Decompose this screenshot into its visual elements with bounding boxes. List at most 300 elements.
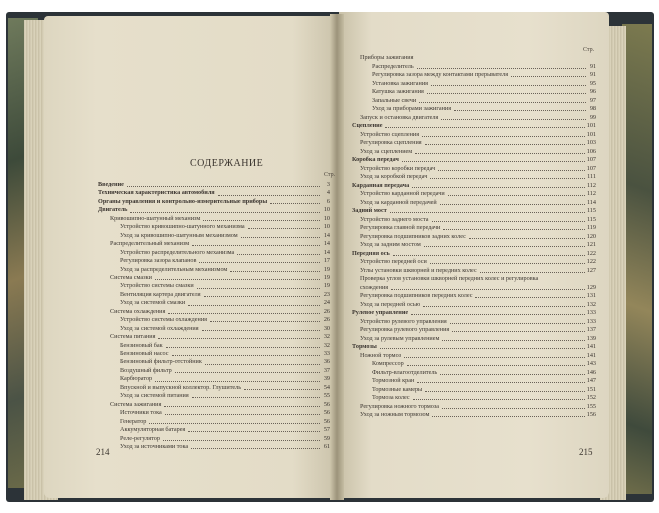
leader-dots bbox=[166, 347, 320, 348]
toc-entry-title: Устройство карданной передачи bbox=[360, 190, 445, 197]
toc-entry bbox=[120, 300, 330, 306]
toc-entry bbox=[110, 309, 330, 315]
toc-entry-title: Компрессор bbox=[372, 360, 404, 367]
toc-entry-page: 14 bbox=[323, 248, 330, 256]
toc-entry-title: схождения bbox=[360, 283, 389, 291]
toc-entry bbox=[352, 251, 596, 257]
toc-entry-page: 106 bbox=[586, 147, 596, 155]
leader-dots bbox=[454, 110, 586, 111]
toc-entry-title: Аккумуляторная батарея bbox=[120, 426, 186, 434]
leader-dots bbox=[390, 212, 585, 213]
leader-dots bbox=[165, 414, 320, 415]
toc-entry bbox=[352, 310, 596, 316]
toc-entry bbox=[360, 268, 596, 274]
toc-entry bbox=[120, 351, 330, 357]
toc-entry bbox=[360, 336, 596, 342]
leader-dots bbox=[203, 220, 320, 221]
toc-entry-title: Ножной тормоз bbox=[360, 351, 402, 359]
toc-entry-title: Уход за системой питания bbox=[120, 392, 189, 400]
toc-entry-title: Приборы зажигания bbox=[360, 54, 414, 61]
toc-entry-title: Регулировка подшипников задних колес bbox=[360, 232, 466, 240]
leader-dots bbox=[425, 144, 585, 145]
toc-entry-page: 56 bbox=[323, 417, 330, 425]
toc-entry bbox=[372, 361, 596, 367]
toc-entry-page: 133 bbox=[586, 309, 596, 316]
toc-entry-page: 131 bbox=[586, 292, 596, 299]
toc-entry bbox=[360, 200, 596, 206]
leader-dots bbox=[204, 296, 320, 297]
toc-entry-title: Катушка зажигания bbox=[372, 88, 424, 95]
toc-entry-title: Устройство рулевого управления bbox=[360, 317, 447, 325]
toc-entry-page: 39 bbox=[323, 375, 330, 383]
leader-dots bbox=[241, 237, 320, 238]
toc-entry-page: 156 bbox=[586, 411, 596, 418]
toc-entry bbox=[120, 224, 330, 230]
toc-entry bbox=[372, 72, 596, 78]
toc-entry-page: 10 bbox=[323, 223, 330, 231]
toc-entry bbox=[360, 132, 596, 138]
leader-dots bbox=[391, 289, 585, 290]
toc-entry bbox=[372, 81, 596, 87]
leader-dots bbox=[380, 348, 585, 349]
leader-dots bbox=[450, 323, 585, 324]
leader-dots bbox=[155, 279, 320, 280]
leader-dots bbox=[413, 399, 585, 400]
leader-dots bbox=[442, 408, 585, 409]
toc-entry bbox=[120, 317, 330, 323]
leader-dots bbox=[191, 448, 320, 449]
toc-entry bbox=[360, 293, 596, 299]
leader-dots bbox=[424, 246, 585, 247]
leader-dots bbox=[425, 391, 585, 392]
toc-entry-title: Регулировка подшипников передних колес bbox=[360, 292, 473, 299]
leader-dots bbox=[442, 340, 584, 341]
toc-entry-page: 4 bbox=[326, 189, 330, 197]
toc-entry-page: 107 bbox=[586, 156, 596, 163]
toc-entry bbox=[360, 140, 596, 146]
leader-dots bbox=[440, 374, 584, 375]
toc-entry bbox=[120, 385, 330, 391]
toc-entry bbox=[360, 55, 596, 61]
left-page-column-header: Стр. bbox=[324, 172, 336, 178]
toc-entry-title: Карбюратор bbox=[120, 375, 153, 383]
leader-dots bbox=[423, 306, 584, 307]
toc-entry-title: Тормоза колес bbox=[372, 394, 410, 401]
toc-entry-page: 36 bbox=[323, 358, 330, 366]
toc-entry bbox=[360, 327, 596, 333]
toc-entry-page: 26 bbox=[323, 316, 330, 324]
toc-entry bbox=[360, 353, 596, 359]
leader-dots bbox=[430, 178, 585, 179]
toc-entry bbox=[360, 191, 596, 197]
leader-dots bbox=[172, 355, 320, 356]
toc-entry bbox=[120, 233, 330, 239]
toc-entry-title: Распределительный механизм bbox=[110, 240, 190, 248]
leader-dots bbox=[404, 357, 585, 358]
toc-entry-page: 55 bbox=[323, 392, 330, 400]
toc-entry-title: Распределитель bbox=[372, 62, 414, 70]
toc-entry-page: 37 bbox=[323, 366, 330, 374]
toc-entry-page: 143 bbox=[586, 360, 596, 367]
leader-dots bbox=[417, 68, 586, 69]
leader-dots bbox=[149, 423, 320, 424]
leader-dots bbox=[205, 364, 320, 365]
leader-dots bbox=[402, 161, 585, 162]
toc-entry bbox=[360, 166, 596, 172]
contents-title: СОДЕРЖАНИЕ bbox=[190, 158, 264, 169]
toc-entry-page: 32 bbox=[323, 333, 330, 341]
toc-entry-page: 96 bbox=[589, 88, 596, 95]
toc-entry-title: Уход за ножным тормозом bbox=[360, 411, 430, 418]
toc-entry bbox=[360, 285, 596, 291]
leader-dots bbox=[443, 229, 585, 230]
toc-entry-page: 95 bbox=[589, 79, 596, 87]
toc-entry bbox=[360, 412, 596, 418]
toc-entry-page: 33 bbox=[323, 350, 330, 357]
toc-entry bbox=[98, 182, 330, 188]
toc-entry bbox=[120, 326, 330, 332]
toc-entry bbox=[120, 444, 330, 450]
toc-entry bbox=[120, 393, 330, 399]
toc-entry-title: Регулировка главной передачи bbox=[360, 224, 441, 231]
toc-entry bbox=[110, 402, 330, 408]
leader-dots bbox=[168, 313, 320, 314]
toc-entry-title: Уход за системой охлаждения bbox=[120, 324, 199, 332]
toc-entry bbox=[352, 157, 596, 163]
leader-dots bbox=[430, 263, 585, 264]
leader-dots bbox=[175, 372, 320, 373]
toc-entry-title: Система смазки bbox=[110, 273, 152, 281]
toc-entry-title: Система питания bbox=[110, 333, 156, 341]
toc-entry-page: 19 bbox=[323, 273, 330, 281]
toc-entry-title: Бензиновый бак bbox=[120, 341, 163, 349]
toc-entry-title: Сцепление bbox=[352, 122, 383, 129]
toc-entry bbox=[98, 207, 330, 213]
toc-entry-title: Бензиновый насос bbox=[120, 350, 169, 357]
toc-entry bbox=[120, 283, 330, 289]
toc-entry-page: 57 bbox=[323, 426, 330, 434]
toc-entry-title: Уход за передней осью bbox=[360, 300, 421, 308]
toc-entry-title: Органы управления и контрольно-измерительные приборы bbox=[98, 197, 268, 205]
toc-entry-page: 6 bbox=[326, 197, 330, 205]
leader-dots bbox=[164, 406, 320, 407]
leader-dots bbox=[407, 365, 585, 366]
toc-entry-title: Проверка углов установки шкворней передних колес и регулировка bbox=[360, 275, 539, 282]
toc-entry bbox=[110, 334, 330, 340]
toc-entry-title: Установка зажигания bbox=[372, 79, 428, 87]
leader-dots bbox=[230, 271, 320, 272]
toc-entry bbox=[120, 368, 330, 374]
toc-entry bbox=[98, 190, 330, 196]
toc-entry-title: Устройство кривошипно-шатунного механизма bbox=[120, 223, 245, 231]
toc-entry-title: Фильтр-влагоотделитель bbox=[372, 368, 438, 376]
leader-dots bbox=[419, 102, 586, 103]
toc-entry-title: Уход за кривошипно-шатунным механизмом bbox=[120, 231, 238, 239]
toc-entry-title: Передняя ось bbox=[352, 249, 390, 257]
leader-dots bbox=[393, 255, 585, 256]
toc-entry-page: 103 bbox=[586, 139, 596, 146]
toc-entry bbox=[360, 259, 596, 265]
toc-entry-title: Уход за рулевым управлением bbox=[360, 334, 440, 342]
toc-entry-page: 97 bbox=[589, 96, 596, 104]
leader-dots bbox=[438, 170, 585, 171]
toc-entry-page: 122 bbox=[586, 258, 596, 265]
toc-entry bbox=[98, 199, 330, 205]
toc-entry bbox=[352, 123, 596, 129]
leader-dots bbox=[155, 381, 320, 382]
toc-entry bbox=[352, 183, 596, 189]
toc-entry bbox=[120, 410, 330, 416]
toc-entry-page: 24 bbox=[323, 299, 330, 307]
toc-entry-title: Устройство системы охлаждения bbox=[120, 316, 208, 324]
toc-entry-title: Система зажигания bbox=[110, 400, 162, 408]
toc-entry bbox=[120, 427, 330, 433]
toc-entry-title: Уход за сцеплением bbox=[360, 147, 413, 155]
toc-entry-page: 32 bbox=[323, 341, 330, 349]
toc-entry-title: Реле-регулятор bbox=[120, 434, 160, 442]
left-page-number: 214 bbox=[96, 447, 110, 457]
toc-entry-page: 98 bbox=[589, 105, 596, 112]
toc-entry-title: Регулировка зазора между контактами прерывателя bbox=[372, 71, 509, 78]
toc-entry bbox=[360, 319, 596, 325]
leader-dots bbox=[199, 262, 320, 263]
toc-entry-title: Система охлаждения bbox=[110, 307, 166, 315]
leader-dots bbox=[188, 305, 320, 306]
toc-entry bbox=[372, 98, 596, 104]
toc-entry-page: 147 bbox=[586, 377, 596, 384]
toc-entry bbox=[360, 217, 596, 223]
toc-entry bbox=[352, 344, 596, 350]
leader-dots bbox=[248, 228, 320, 229]
toc-entry bbox=[110, 275, 330, 281]
toc-entry-page: 141 bbox=[586, 343, 596, 350]
toc-entry-page: 112 bbox=[586, 181, 596, 189]
toc-entry bbox=[372, 395, 596, 401]
leader-dots bbox=[432, 416, 584, 417]
toc-entry-title: Регулировка ножного тормоза bbox=[360, 402, 440, 410]
toc-entry bbox=[360, 242, 596, 248]
toc-entry-page: 30 bbox=[323, 324, 330, 332]
toc-entry-title: Устройство сцепления bbox=[360, 130, 420, 138]
toc-entry-page: 121 bbox=[586, 241, 596, 248]
toc-entry bbox=[372, 378, 596, 384]
toc-entry bbox=[360, 234, 596, 240]
toc-entry bbox=[372, 370, 596, 376]
leader-dots bbox=[210, 321, 320, 322]
toc-entry-title: Устройство передней оси bbox=[360, 258, 427, 265]
toc-entry-title: Введение bbox=[98, 181, 124, 188]
toc-entry-page: 19 bbox=[323, 265, 330, 273]
toc-entry-title: Запальные свечи bbox=[372, 96, 417, 104]
toc-entry-title: Тормозные камеры bbox=[372, 385, 423, 393]
leader-dots bbox=[237, 254, 320, 255]
toc-entry bbox=[120, 376, 330, 382]
toc-entry-page: 19 bbox=[323, 282, 330, 290]
toc-entry bbox=[372, 64, 596, 70]
toc-entry-page: 137 bbox=[586, 326, 596, 333]
toc-entry bbox=[120, 359, 330, 365]
leader-dots bbox=[431, 85, 586, 86]
right-page-column-header: Стр. bbox=[583, 47, 595, 53]
leader-dots bbox=[127, 186, 320, 187]
toc-entry-page: 54 bbox=[323, 383, 330, 391]
toc-entry bbox=[360, 149, 596, 155]
toc-entry-title: Углы установки шкворней и передних колес bbox=[360, 266, 477, 274]
leader-dots bbox=[218, 195, 320, 196]
toc-entry-title: Запуск и остановка двигателя bbox=[360, 113, 439, 121]
toc-entry-title: Генератор bbox=[120, 417, 147, 425]
toc-entry-title: Устройство заднего моста bbox=[360, 215, 429, 223]
toc-entry-page: 152 bbox=[586, 394, 596, 401]
marbled-endpaper-right bbox=[622, 24, 652, 494]
toc-entry-title: Задний мост bbox=[352, 207, 387, 214]
toc-entry-page: 107 bbox=[586, 164, 596, 172]
leader-dots bbox=[440, 204, 585, 205]
toc-entry bbox=[120, 436, 330, 442]
leader-dots bbox=[270, 203, 320, 204]
toc-entry bbox=[372, 106, 596, 112]
toc-entry bbox=[120, 267, 330, 273]
toc-entry-page: 155 bbox=[586, 402, 596, 410]
toc-entry-page: 115 bbox=[586, 207, 596, 214]
leader-dots bbox=[192, 245, 320, 246]
leader-dots bbox=[441, 119, 586, 120]
toc-entry-title: Уход за приборами зажигания bbox=[372, 105, 452, 112]
toc-entry-page: 56 bbox=[323, 409, 330, 417]
toc-entry-page: 151 bbox=[586, 385, 596, 393]
toc-entry-page: 61 bbox=[323, 442, 330, 450]
toc-entry-page: 115 bbox=[586, 215, 596, 223]
toc-entry-title: Тормозной кран bbox=[372, 377, 415, 384]
toc-entry-page: 119 bbox=[586, 224, 596, 231]
leader-dots bbox=[448, 195, 585, 196]
toc-entry bbox=[360, 115, 596, 121]
toc-entry-title: Тормозы bbox=[352, 343, 377, 350]
toc-entry bbox=[372, 89, 596, 95]
toc-entry bbox=[360, 225, 596, 231]
leader-dots bbox=[188, 431, 320, 432]
toc-entry bbox=[372, 387, 596, 393]
toc-entry-page: 10 bbox=[323, 214, 330, 222]
toc-entry-title: Коробка передач bbox=[352, 156, 399, 163]
toc-entry-page: 101 bbox=[586, 130, 596, 138]
leader-dots bbox=[475, 297, 584, 298]
toc-entry-page: 3 bbox=[326, 181, 330, 188]
leader-dots bbox=[452, 331, 584, 332]
leader-dots bbox=[163, 440, 320, 441]
toc-entry-page: 132 bbox=[586, 300, 596, 308]
toc-entry-title: Рулевое управление bbox=[352, 309, 409, 316]
toc-entry-title: Техническая характеристика автомобиля bbox=[98, 189, 215, 197]
toc-entry-title: Уход за задним мостом bbox=[360, 241, 421, 248]
toc-entry-page: 26 bbox=[323, 307, 330, 315]
toc-entry-page: 14 bbox=[323, 231, 330, 239]
toc-entry-title: Регулировка зазора клапанов bbox=[120, 257, 197, 265]
toc-entry-title: Карданная передача bbox=[352, 181, 410, 189]
toc-entry-page: 127 bbox=[586, 266, 596, 274]
toc-entry bbox=[110, 216, 330, 222]
leader-dots bbox=[130, 212, 320, 213]
leader-dots bbox=[415, 153, 585, 154]
toc-entry-page: 133 bbox=[586, 317, 596, 325]
leader-dots bbox=[432, 221, 585, 222]
toc-entry-page: 10 bbox=[323, 206, 330, 214]
leader-dots bbox=[197, 288, 320, 289]
toc-entry-page: 17 bbox=[323, 257, 330, 265]
toc-entry-page: 99 bbox=[589, 113, 596, 121]
toc-entry-title: Кривошипно-шатунный механизм bbox=[110, 214, 201, 222]
right-page-number: 215 bbox=[579, 447, 593, 457]
toc-entry bbox=[120, 250, 330, 256]
toc-entry bbox=[360, 276, 596, 282]
leader-dots bbox=[202, 330, 320, 331]
leader-dots bbox=[422, 136, 585, 137]
toc-entry bbox=[120, 343, 330, 349]
toc-entry bbox=[120, 419, 330, 425]
leader-dots bbox=[411, 314, 585, 315]
toc-entry-page: 114 bbox=[586, 198, 596, 206]
toc-entry-page: 91 bbox=[589, 71, 596, 78]
toc-entry bbox=[110, 241, 330, 247]
toc-entry bbox=[120, 292, 330, 298]
toc-entry-page: 146 bbox=[586, 368, 596, 376]
leader-dots bbox=[192, 397, 320, 398]
toc-entry-title: Впускной и выпускной коллектор. Глушитель bbox=[120, 383, 242, 391]
toc-entry-page: 23 bbox=[323, 290, 330, 298]
toc-entry-page: 129 bbox=[586, 283, 596, 291]
leader-dots bbox=[412, 187, 585, 188]
toc-entry-page: 139 bbox=[586, 334, 596, 342]
toc-entry-page: 122 bbox=[586, 249, 596, 257]
toc-entry-page: 56 bbox=[323, 400, 330, 408]
leader-dots bbox=[417, 382, 584, 383]
toc-entry-title: Регулировка сцепления bbox=[360, 139, 422, 146]
toc-entry bbox=[120, 258, 330, 264]
toc-entry-page: 14 bbox=[323, 240, 330, 248]
toc-entry-title: Уход за карданной передачей bbox=[360, 198, 437, 206]
toc-entry-page: 112 bbox=[586, 190, 596, 197]
leader-dots bbox=[427, 93, 586, 94]
leader-dots bbox=[511, 76, 586, 77]
toc-entry-title: Источники тока bbox=[120, 409, 162, 417]
toc-entry-page: 101 bbox=[586, 122, 596, 129]
toc-entry-title: Устройство распределительного механизма bbox=[120, 248, 235, 256]
toc-entry-title: Двигатель bbox=[98, 206, 128, 214]
toc-entry-title: Вентиляция картера двигателя bbox=[120, 290, 201, 298]
toc-entry bbox=[360, 302, 596, 308]
toc-entry-title: Уход за системой смазки bbox=[120, 299, 186, 307]
toc-entry bbox=[360, 404, 596, 410]
toc-entry-title: Устройство коробки передач bbox=[360, 164, 436, 172]
leader-dots bbox=[469, 238, 585, 239]
toc-entry-title: Уход за источниками тока bbox=[120, 442, 189, 450]
toc-entry-title: Уход за коробкой передач bbox=[360, 173, 428, 180]
toc-entry-title: Регулировка рулевого управления bbox=[360, 326, 450, 333]
toc-entry-title: Воздушный фильтр bbox=[120, 366, 172, 374]
leader-dots bbox=[385, 127, 584, 128]
leader-dots bbox=[480, 272, 585, 273]
toc-entry-title: Устройство системы смазки bbox=[120, 282, 194, 290]
toc-entry-title: Бензиновый фильтр-отстойник bbox=[120, 358, 202, 366]
toc-entry-page: 141 bbox=[586, 351, 596, 359]
toc-entry bbox=[360, 174, 596, 180]
toc-entry-page: 111 bbox=[587, 173, 596, 180]
leader-dots bbox=[244, 389, 320, 390]
toc-entry bbox=[352, 208, 596, 214]
leader-dots bbox=[158, 338, 320, 339]
book-gutter bbox=[330, 14, 344, 500]
toc-entry-page: 91 bbox=[589, 62, 596, 70]
